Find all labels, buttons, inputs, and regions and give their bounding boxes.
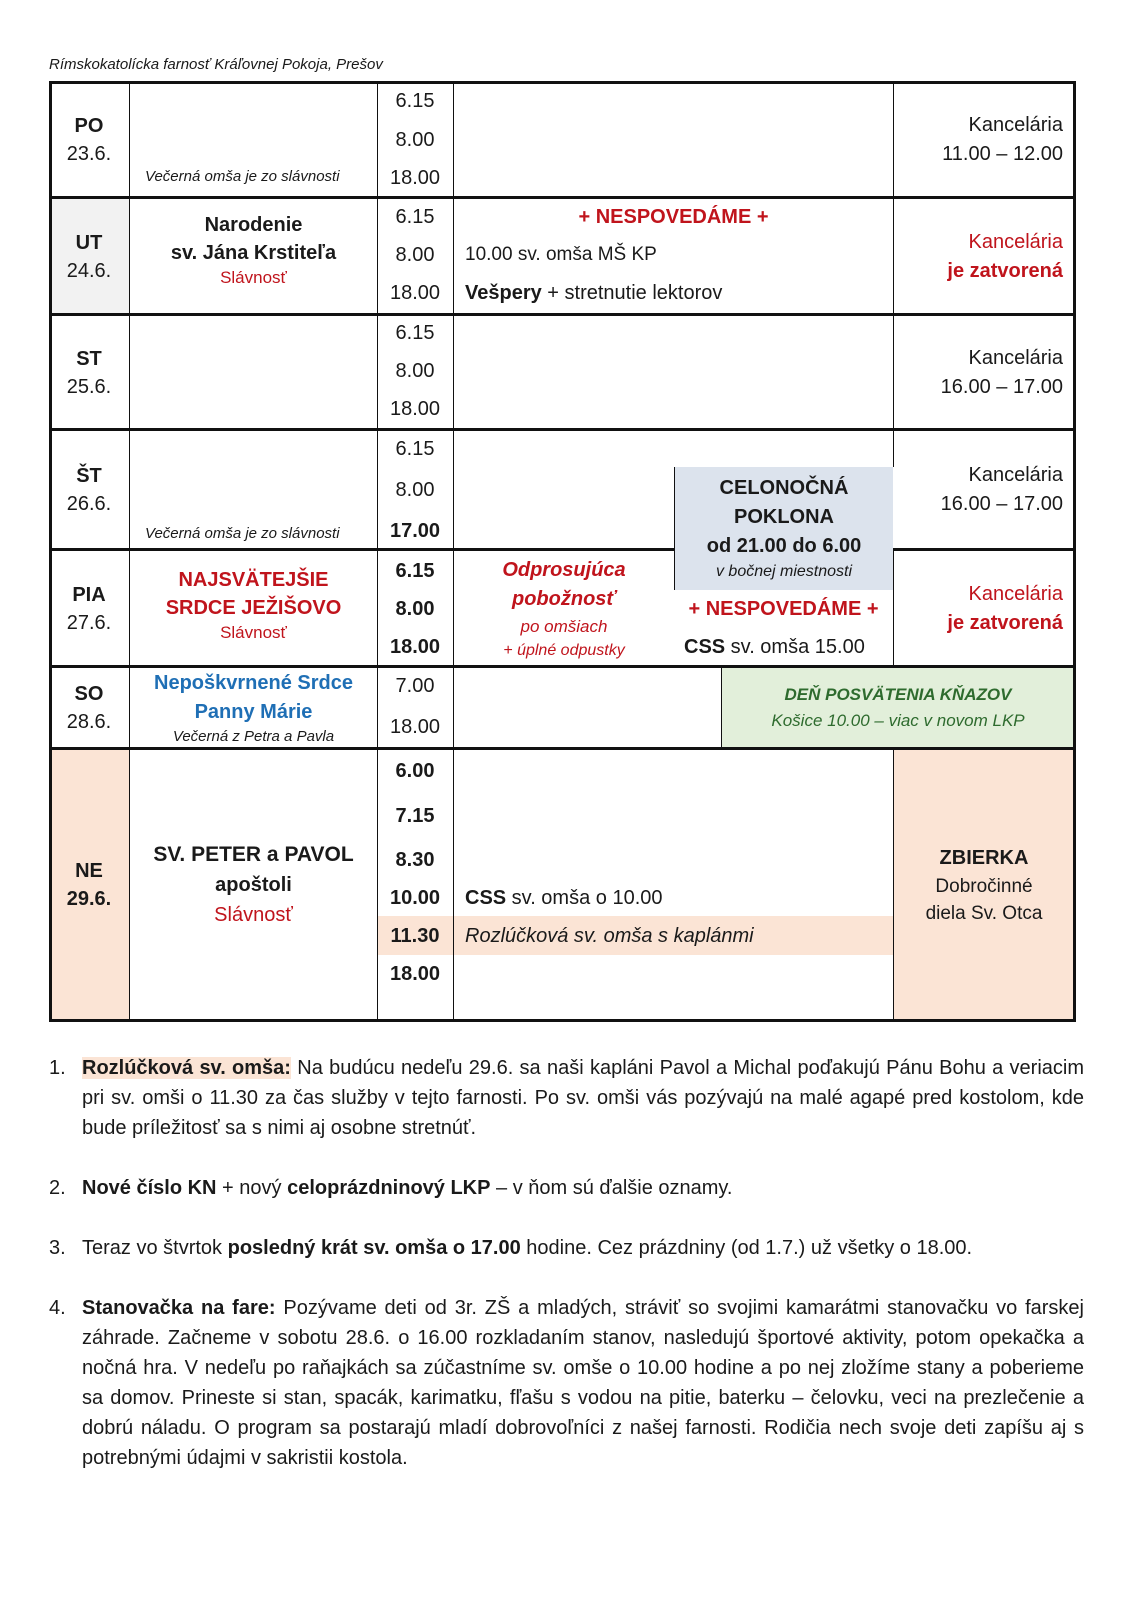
weekly-schedule-table: [49, 81, 1076, 1022]
day-date: 27.6.: [66, 611, 112, 634]
announcement-item: [49, 1293, 1084, 1473]
feast-title: Panny Márie: [194, 701, 313, 723]
office-hours-pia: [894, 550, 1074, 667]
vespers-detail: + stretnutie lektorov: [541, 282, 723, 304]
announcement-number: 4.: [49, 1297, 66, 1319]
mass-time: 6.00: [395, 760, 435, 782]
day-cell-ut: [49, 198, 129, 315]
announcement-number: 1.: [49, 1057, 66, 1079]
mass-time: 8.00: [395, 360, 435, 382]
feast-note: Večerná z Petra a Pavla: [172, 728, 335, 745]
mass-time: 8.00: [395, 129, 435, 151]
mass-time: 10.00: [389, 887, 441, 909]
adoration-line1: CELONOČNÁ: [719, 477, 849, 499]
feast-title: NAJSVÄTEJŠIE: [178, 569, 329, 591]
feast-cell-ut: [130, 198, 377, 302]
feast-title: Narodenie: [204, 214, 303, 236]
day-date: 28.6.: [66, 711, 112, 733]
mass-time: 8.00: [395, 244, 435, 266]
announcement-body: Pozývame deti od 3r. ZŠ a mladých, stráviť so svojimi kamarátmi stanovačku vo farskej záhrade. Začneme v sobotu 28.6. o 16.00 rozkladaním stanov, nasledujú športové aktivity, potom opekačka a nočná hra. V nedeľu po raňajkách sa zúčastníme sv. omše o 10.00 hodine a po nej zložíme stany a poberieme sa domov. Prineste si stan, spacák, karimatku, fľašu s vodou na pitie, baterku – čelovku, veci na prezlečenie a dobrú náladu. O program sa postarajú mladí dobrovoľníci z našej farnosti. Rodičia nech svoje deti zapíšu aj s potrebnými údajmi v sakristii kostola.: [82, 1297, 1085, 1469]
day-name: PIA: [72, 583, 106, 606]
mass-time: 6.15: [395, 560, 435, 582]
mass-time: 6.15: [395, 90, 435, 112]
office-hours: je zatvorená: [947, 611, 1063, 634]
mass-time: 18.00: [389, 963, 441, 985]
announcement-item: [49, 1233, 1084, 1263]
collection-line: Dobročinné: [935, 875, 1033, 897]
devotion-indulgence: + úplné odpustky: [503, 641, 625, 659]
feast-rank: Slávnosť: [220, 623, 287, 642]
day-cell-st: [49, 315, 129, 430]
event-subtitle: Košice 10.00 – viac v novom LKP: [771, 711, 1025, 730]
announcement-number: 3.: [49, 1237, 66, 1259]
mass-time: 8.30: [395, 849, 435, 871]
announcement-text: [82, 1053, 1084, 1143]
announcement-text: [82, 1173, 1084, 1203]
announcement-emphasis: posledný krát sv. omša o 17.00: [227, 1237, 521, 1259]
office-hours-ut: [894, 198, 1074, 315]
announcement-heading: Rozlúčková sv. omša:: [82, 1057, 291, 1079]
office-hours-st: [894, 315, 1074, 430]
day-name: ŠT: [76, 465, 102, 487]
announcement-emphasis: celoprázdninový LKP: [287, 1177, 491, 1199]
announcement-heading: Stanovačka na fare:: [82, 1297, 276, 1319]
collection-title: ZBIERKA: [939, 846, 1029, 869]
no-confession-notice: + NESPOVEDÁME +: [688, 598, 879, 620]
feast-rank: Slávnosť: [220, 268, 287, 287]
mass-time: 11.30: [390, 925, 440, 947]
day-date: 23.6.: [66, 142, 112, 165]
feast-subtitle: apoštoli: [215, 873, 292, 896]
day-cell-so: [49, 667, 129, 749]
office-hours: 16.00 – 17.00: [940, 493, 1063, 515]
mass-time: 8.00: [395, 598, 435, 620]
collection-cell: [894, 749, 1074, 1020]
day-name: SO: [74, 683, 104, 705]
feast-cell-so: [130, 667, 377, 749]
office-label: Kancelária: [968, 582, 1063, 605]
feast-title: sv. Jána Krstiteľa: [170, 242, 337, 264]
office-label: Kancelária: [968, 113, 1063, 136]
priests-day-text: [722, 667, 1074, 747]
announcement-number: 2.: [49, 1177, 66, 1199]
mass-time: 18.00: [389, 167, 441, 189]
adoration-line3: od 21.00 do 6.00: [706, 535, 862, 557]
announcement-body: hodine. Cez prázdniny (od 1.7.) už všetky o 18.00.: [520, 1237, 973, 1259]
mass-time: 8.00: [395, 479, 435, 501]
day-date: 24.6.: [66, 259, 112, 282]
mass-time: 18.00: [389, 398, 441, 420]
vespers-label: Vešpery: [465, 282, 542, 304]
office-hours: 11.00 – 12.00: [942, 142, 1063, 165]
day-name: PO: [74, 114, 104, 137]
announcement-text: [82, 1233, 1084, 1263]
announcement-item: [49, 1053, 1084, 1143]
collection-line: diela Sv. Otca: [925, 902, 1043, 924]
css-mass: [684, 635, 865, 659]
evening-mass-note: Večerná omša je zo slávnosti: [145, 525, 340, 542]
day-cell-stvrtok: [49, 430, 129, 550]
event-title: DEŇ POSVÄTENIA KŇAZOV: [784, 685, 1012, 704]
announcement-body: – v ňom sú ďalšie oznamy.: [490, 1177, 733, 1199]
devotion-title: pobožnosť: [511, 587, 616, 610]
announcement-body: Teraz vo štvrtok: [82, 1237, 228, 1259]
mass-time: 6.15: [395, 322, 435, 344]
day-date: 26.6.: [66, 493, 112, 515]
office-label: Kancelária: [968, 464, 1063, 486]
css-detail: sv. omša o 10.00: [506, 887, 663, 909]
parish-header: Rímskokatolícka farnosť Kráľovnej Pokoja, Prešov: [49, 56, 383, 73]
day-cell-ne: [49, 749, 129, 1020]
no-confession-notice: + NESPOVEDÁME +: [578, 206, 769, 228]
office-label: Kancelária: [968, 346, 1063, 369]
feast-cell-ne: [130, 749, 377, 1020]
mass-time: 17.00: [389, 520, 441, 542]
css-mass: [465, 886, 663, 910]
adoration-line4: v bočnej miestnosti: [715, 563, 853, 580]
feast-cell-pia: [130, 550, 377, 660]
mass-time: 6.15: [395, 438, 435, 460]
office-hours: 16.00 – 17.00: [940, 375, 1063, 398]
feast-title: SRDCE JEŽIŠOVO: [165, 597, 342, 619]
feast-rank: Slávnosť: [214, 903, 293, 926]
announcement-item: [49, 1173, 1084, 1203]
evening-mass-note: Večerná omša je zo slávnosti: [145, 168, 340, 185]
office-hours-po: [894, 81, 1074, 198]
mass-time: 7.00: [395, 675, 435, 697]
info-vespers: [465, 281, 722, 305]
day-name: NE: [75, 859, 103, 882]
feast-title: SV. PETER a PAVOL: [153, 842, 354, 866]
day-cell-pia: [49, 550, 129, 667]
css-label: CSS: [465, 887, 507, 909]
announcement-body: Na budúcu nedeľu 29.6. sa naši kapláni Pavol a Michal poďakujú Pánu Bohu a veriacim pri sv. omši o 11.30 za čas služby v tejto farnosti. Po sv. omši vás pozývajú na malé agapé pred kostolom, kde bude príležitosť sa s nimi aj osobne stretnúť.: [82, 1057, 1084, 1139]
announcements: [49, 1053, 1084, 1503]
adoration-text: [675, 467, 893, 590]
announcement-body: + nový: [216, 1177, 288, 1199]
devotion-note: po omšiach: [520, 616, 608, 636]
feast-title: Nepoškvrnené Srdce: [154, 672, 353, 694]
announcement-text: [82, 1293, 1084, 1473]
office-label: Kancelária: [968, 230, 1063, 253]
mass-time: 7.15: [395, 805, 435, 827]
announcement-heading: Nové číslo KN: [82, 1177, 217, 1199]
mass-time: 6.15: [395, 206, 435, 228]
mass-time: 18.00: [389, 716, 441, 738]
day-date: 25.6.: [66, 375, 112, 398]
day-name: UT: [75, 231, 103, 254]
office-hours-stvrtok: [894, 430, 1074, 550]
devotion-cell: [454, 553, 674, 665]
mass-time: 18.00: [389, 282, 441, 304]
day-name: ST: [76, 347, 102, 370]
devotion-title: Odprosujúca: [502, 558, 626, 581]
office-hours: je zatvorená: [947, 259, 1063, 282]
day-cell-po: [49, 81, 129, 198]
css-label: CSS: [684, 636, 726, 658]
farewell-mass: Rozlúčková sv. omša s kaplánmi: [465, 925, 754, 947]
day-date: 29.6.: [66, 887, 112, 910]
css-detail: sv. omša 15.00: [725, 636, 865, 658]
adoration-line2: POKLONA: [734, 506, 834, 528]
mass-time: 18.00: [389, 636, 441, 658]
info-mass: 10.00 sv. omša MŠ KP: [465, 244, 657, 265]
